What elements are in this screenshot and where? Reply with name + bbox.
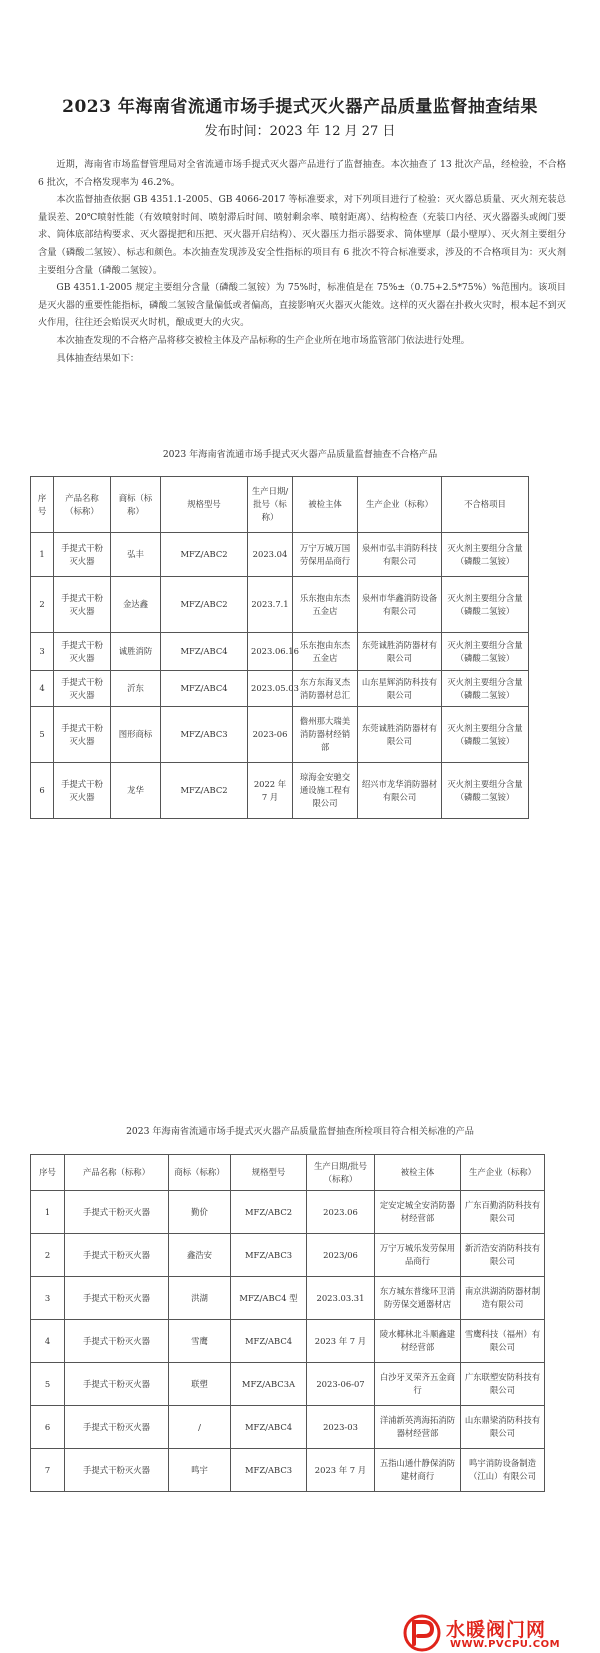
table-cell: 2 bbox=[31, 1234, 65, 1277]
table-row bbox=[31, 1191, 545, 1234]
table-cell: 南京洪湖消防器材制造有限公司 bbox=[461, 1277, 545, 1320]
table-cell: 1 bbox=[31, 1191, 65, 1234]
table-cell: 手提式干粉灭火器 bbox=[54, 577, 111, 633]
table-cell: 2023.7.1 bbox=[248, 577, 293, 633]
table-cell: 洋浦新英湾海拓消防器材经营部 bbox=[375, 1406, 461, 1449]
table-cell: 手提式干粉灭火器 bbox=[65, 1449, 169, 1492]
table-cell: 金达鑫 bbox=[111, 577, 161, 633]
table-header-row bbox=[31, 477, 529, 533]
table-cell: 手提式干粉灭火器 bbox=[65, 1234, 169, 1277]
table-cell: 5 bbox=[31, 1363, 65, 1406]
watermark-url: WWW.PVCPU.COM bbox=[450, 1639, 561, 1650]
table-row bbox=[31, 533, 529, 577]
table-cell: / bbox=[169, 1406, 231, 1449]
table-cell: 2023-06-07 bbox=[307, 1363, 375, 1406]
table-cell: 手提式干粉灭火器 bbox=[65, 1191, 169, 1234]
table-cell: 勤价 bbox=[169, 1191, 231, 1234]
table-cell: 鸣宇 bbox=[169, 1449, 231, 1492]
table-cell: 手提式干粉灭火器 bbox=[54, 633, 111, 671]
qualified-table-caption: 2023 年海南省流通市场手提式灭火器产品质量监督抽查所检项目符合相关标准的产品 bbox=[126, 1126, 474, 1137]
table-row bbox=[31, 1363, 545, 1406]
table-cell: 琼海金安驰交通设施工程有限公司 bbox=[293, 763, 358, 819]
table-cell: 乐东抱由东杰五金店 bbox=[293, 577, 358, 633]
table-cell: 新沂浩安消防科技有限公司 bbox=[461, 1234, 545, 1277]
table-row bbox=[31, 1277, 545, 1320]
table-cell: 东方东海叉杰消防器材总汇 bbox=[293, 671, 358, 707]
table-cell: 儋州那大瑞美消防器材经销部 bbox=[293, 707, 358, 763]
table-cell: 手提式干粉灭火器 bbox=[65, 1277, 169, 1320]
table-row bbox=[31, 763, 529, 819]
table-cell: MFZ/ABC3 bbox=[161, 707, 248, 763]
table-cell: MFZ/ABC4 bbox=[161, 633, 248, 671]
paragraph-handling: 本次抽查发现的不合格产品将移交被检主体及产品标称的生产企业所在地市场监管部门依法进行处理。 bbox=[56, 334, 470, 346]
table-cell: 灭火剂主要组分含量（磷酸二氢铵） bbox=[442, 707, 529, 763]
table-cell: 东莞诚胜消防器材有限公司 bbox=[358, 633, 442, 671]
table-cell: 手提式干粉灭火器 bbox=[54, 533, 111, 577]
site-watermark bbox=[402, 1614, 600, 1653]
table-cell: MFZ/ABC2 bbox=[161, 763, 248, 819]
table-cell: 沂东 bbox=[111, 671, 161, 707]
table-cell: MFZ/ABC4 bbox=[161, 671, 248, 707]
pipe-logo-icon bbox=[402, 1614, 442, 1652]
table-cell: 手提式干粉灭火器 bbox=[54, 707, 111, 763]
header-cell: 生产日期/批号（标称） bbox=[307, 1155, 375, 1191]
table-cell: 鸣宇消防设备制造（江山）有限公司 bbox=[461, 1449, 545, 1492]
watermark-name: 水暖阀门网 bbox=[446, 1619, 547, 1641]
table-cell: MFZ/ABC4 bbox=[231, 1406, 307, 1449]
table-cell: 4 bbox=[31, 671, 54, 707]
header-cell: 生产企业（标称） bbox=[358, 477, 442, 533]
table-cell: 2023.05.03 bbox=[248, 671, 293, 707]
table-cell: 1 bbox=[31, 533, 54, 577]
table-cell: 6 bbox=[31, 763, 54, 819]
header-cell: 被检主体 bbox=[293, 477, 358, 533]
header-cell: 被检主体 bbox=[375, 1155, 461, 1191]
header-cell: 生产企业（标称） bbox=[461, 1155, 545, 1191]
table-row bbox=[31, 1449, 545, 1492]
table-cell: 2023 年 7 月 bbox=[307, 1320, 375, 1363]
header-cell: 规格型号 bbox=[161, 477, 248, 533]
header-cell: 规格型号 bbox=[231, 1155, 307, 1191]
header-cell: 生产日期/批号（标称） bbox=[248, 477, 293, 533]
table-row bbox=[31, 671, 529, 707]
header-cell: 产品名称（标称） bbox=[65, 1155, 169, 1191]
table-row bbox=[31, 1406, 545, 1449]
paragraph-intro: 近期，海南省市场监督管理局对全省流通市场手提式灭火器产品进行了监督抽查。本次抽查了 13 批次产品，经检验，不合格 6 批次，不合格发现率为 46.2%。 bbox=[38, 159, 566, 188]
table-cell: 山东鼎梁消防科技有限公司 bbox=[461, 1406, 545, 1449]
table-cell: 定安定城全安消防器材经营部 bbox=[375, 1191, 461, 1234]
header-cell: 商标（标称） bbox=[169, 1155, 231, 1191]
table-cell: 灭火剂主要组分含量（磷酸二氢铵） bbox=[442, 533, 529, 577]
table-cell: 7 bbox=[31, 1449, 65, 1492]
table-cell: 绍兴市龙华消防器材有限公司 bbox=[358, 763, 442, 819]
table-cell: 灭火剂主要组分含量（磷酸二氢铵） bbox=[442, 633, 529, 671]
table-cell: 2 bbox=[31, 577, 54, 633]
table-cell: 2023/06 bbox=[307, 1234, 375, 1277]
table-cell: 3 bbox=[31, 1277, 65, 1320]
paragraph-standards: 本次监督抽查依据 GB 4351.1-2005、GB 4066-2017 等标准要求，对下列项目进行了检验：灭火器总质量、灭火剂充装总量误差、20℃喷射性能（有效喷射时间、喷射滞后时间、喷射剩余率、喷射距离）、结构检查（充装口内径、灭火器器头或阀门要求、筒体底部结构要求、灭火器提把和压把、灭火器开启结构）、灭火器压力指示器要求、筒体壁厚（最小壁厚）、灭火剂主要组分含量（磷酸二氢铵）、标志和颜色。本次抽查发现涉及安全性指标的项目有 6 批次不符合标准要求，涉及的不合格项目为：灭火剂主要组分含量（磷酸二氢铵）。 bbox=[38, 194, 566, 276]
table-row bbox=[31, 1234, 545, 1277]
table-cell: MFZ/ABC2 bbox=[161, 577, 248, 633]
table-cell: 2022 年 7 月 bbox=[248, 763, 293, 819]
table-cell: 泉州市弘丰消防科技有限公司 bbox=[358, 533, 442, 577]
table-cell: 灭火剂主要组分含量（磷酸二氢铵） bbox=[442, 763, 529, 819]
table-cell: 2023.03.31 bbox=[307, 1277, 375, 1320]
table-cell: 万宁万城乐发劳保用品商行 bbox=[375, 1234, 461, 1277]
table-cell: MFZ/ABC4 型 bbox=[231, 1277, 307, 1320]
table-cell: 泉州市华鑫消防设备有限公司 bbox=[358, 577, 442, 633]
table-row bbox=[31, 633, 529, 671]
paragraph-analysis: GB 4351.1-2005 规定主要组分含量（磷酸二氢铵）为 75%时，标准值是在 75%±（0.75+2.5*75%）%范围内。该项目是灭火器的重要性能指标，磷酸二氢铵含量偏低或者偏高，直接影响灭火器灭火能效。这样的灭火器在扑救火灾时，根本起不到灭火作用，往往还会贻误灭火时机，酿成更大的火灾。 bbox=[38, 282, 566, 329]
table-cell: 乐东抱由东杰五金店 bbox=[293, 633, 358, 671]
table-cell: 广东联塑安防科技有限公司 bbox=[461, 1363, 545, 1406]
table-cell: 雪鹰科技（福州）有限公司 bbox=[461, 1320, 545, 1363]
table-cell: MFZ/ABC2 bbox=[161, 533, 248, 577]
table-cell: MFZ/ABC3A bbox=[231, 1363, 307, 1406]
table-cell: MFZ/ABC2 bbox=[231, 1191, 307, 1234]
qualified-products-table bbox=[30, 1154, 545, 1492]
table-cell: 弘丰 bbox=[111, 533, 161, 577]
table-row bbox=[31, 707, 529, 763]
table-cell: 白沙牙叉荣齐五金商行 bbox=[375, 1363, 461, 1406]
report-body bbox=[38, 156, 566, 367]
table-cell: 手提式干粉灭火器 bbox=[65, 1406, 169, 1449]
table-cell: 2023.06.16 bbox=[248, 633, 293, 671]
header-cell: 商标（标称） bbox=[111, 477, 161, 533]
header-cell: 不合格项目 bbox=[442, 477, 529, 533]
unqualified-products-table bbox=[30, 476, 529, 819]
table-cell: 2023.06 bbox=[307, 1191, 375, 1234]
table-cell: 东莞诚胜消防器材有限公司 bbox=[358, 707, 442, 763]
table-cell: 4 bbox=[31, 1320, 65, 1363]
table-cell: 2023-06 bbox=[248, 707, 293, 763]
table-header-row bbox=[31, 1155, 545, 1191]
header-cell: 序号 bbox=[31, 1155, 65, 1191]
table-row bbox=[31, 1320, 545, 1363]
table-cell: 五指山通什静保消防建材商行 bbox=[375, 1449, 461, 1492]
table-cell: 手提式干粉灭火器 bbox=[54, 671, 111, 707]
table-cell: 山东星辉消防科技有限公司 bbox=[358, 671, 442, 707]
table-cell: 万宁万城万国劳保用品商行 bbox=[293, 533, 358, 577]
table-cell: 东方城东普缘环卫消防劳保交通器材店 bbox=[375, 1277, 461, 1320]
header-cell: 序号 bbox=[31, 477, 54, 533]
table-cell: MFZ/ABC3 bbox=[231, 1449, 307, 1492]
table-cell: 龙华 bbox=[111, 763, 161, 819]
table-cell: 鑫浩安 bbox=[169, 1234, 231, 1277]
unqualified-table-caption: 2023 年海南省流通市场手提式灭火器产品质量监督抽查不合格产品 bbox=[162, 449, 438, 460]
table-cell: 手提式干粉灭火器 bbox=[65, 1320, 169, 1363]
publish-date: 发布时间：2023 年 12 月 27 日 bbox=[204, 124, 396, 139]
table-cell: 手提式干粉灭火器 bbox=[54, 763, 111, 819]
table-cell: 手提式干粉灭火器 bbox=[65, 1363, 169, 1406]
page-title: 2023 年海南省流通市场手提式灭火器产品质量监督抽查结果 bbox=[62, 97, 538, 117]
table-cell: MFZ/ABC3 bbox=[231, 1234, 307, 1277]
paragraph-results-lead: 具体抽查结果如下： bbox=[56, 352, 140, 364]
table-cell: MFZ/ABC4 bbox=[231, 1320, 307, 1363]
table-cell: 6 bbox=[31, 1406, 65, 1449]
table-cell: 3 bbox=[31, 633, 54, 671]
table-cell: 陵水椰林北斗顺鑫建材经营部 bbox=[375, 1320, 461, 1363]
table-cell: 5 bbox=[31, 707, 54, 763]
table-cell: 灭火剂主要组分含量（磷酸二氢铵） bbox=[442, 577, 529, 633]
table-cell: 雪鹰 bbox=[169, 1320, 231, 1363]
table-cell: 图形商标 bbox=[111, 707, 161, 763]
table-cell: 广东百勤消防科技有限公司 bbox=[461, 1191, 545, 1234]
table-cell: 灭火剂主要组分含量（磷酸二氢铵） bbox=[442, 671, 529, 707]
table-cell: 2023 年 7 月 bbox=[307, 1449, 375, 1492]
table-cell: 联塑 bbox=[169, 1363, 231, 1406]
header-cell: 产品名称（标称） bbox=[54, 477, 111, 533]
table-row bbox=[31, 577, 529, 633]
table-cell: 诚胜消防 bbox=[111, 633, 161, 671]
table-cell: 2023-03 bbox=[307, 1406, 375, 1449]
table-cell: 洪湖 bbox=[169, 1277, 231, 1320]
table-cell: 2023.04 bbox=[248, 533, 293, 577]
